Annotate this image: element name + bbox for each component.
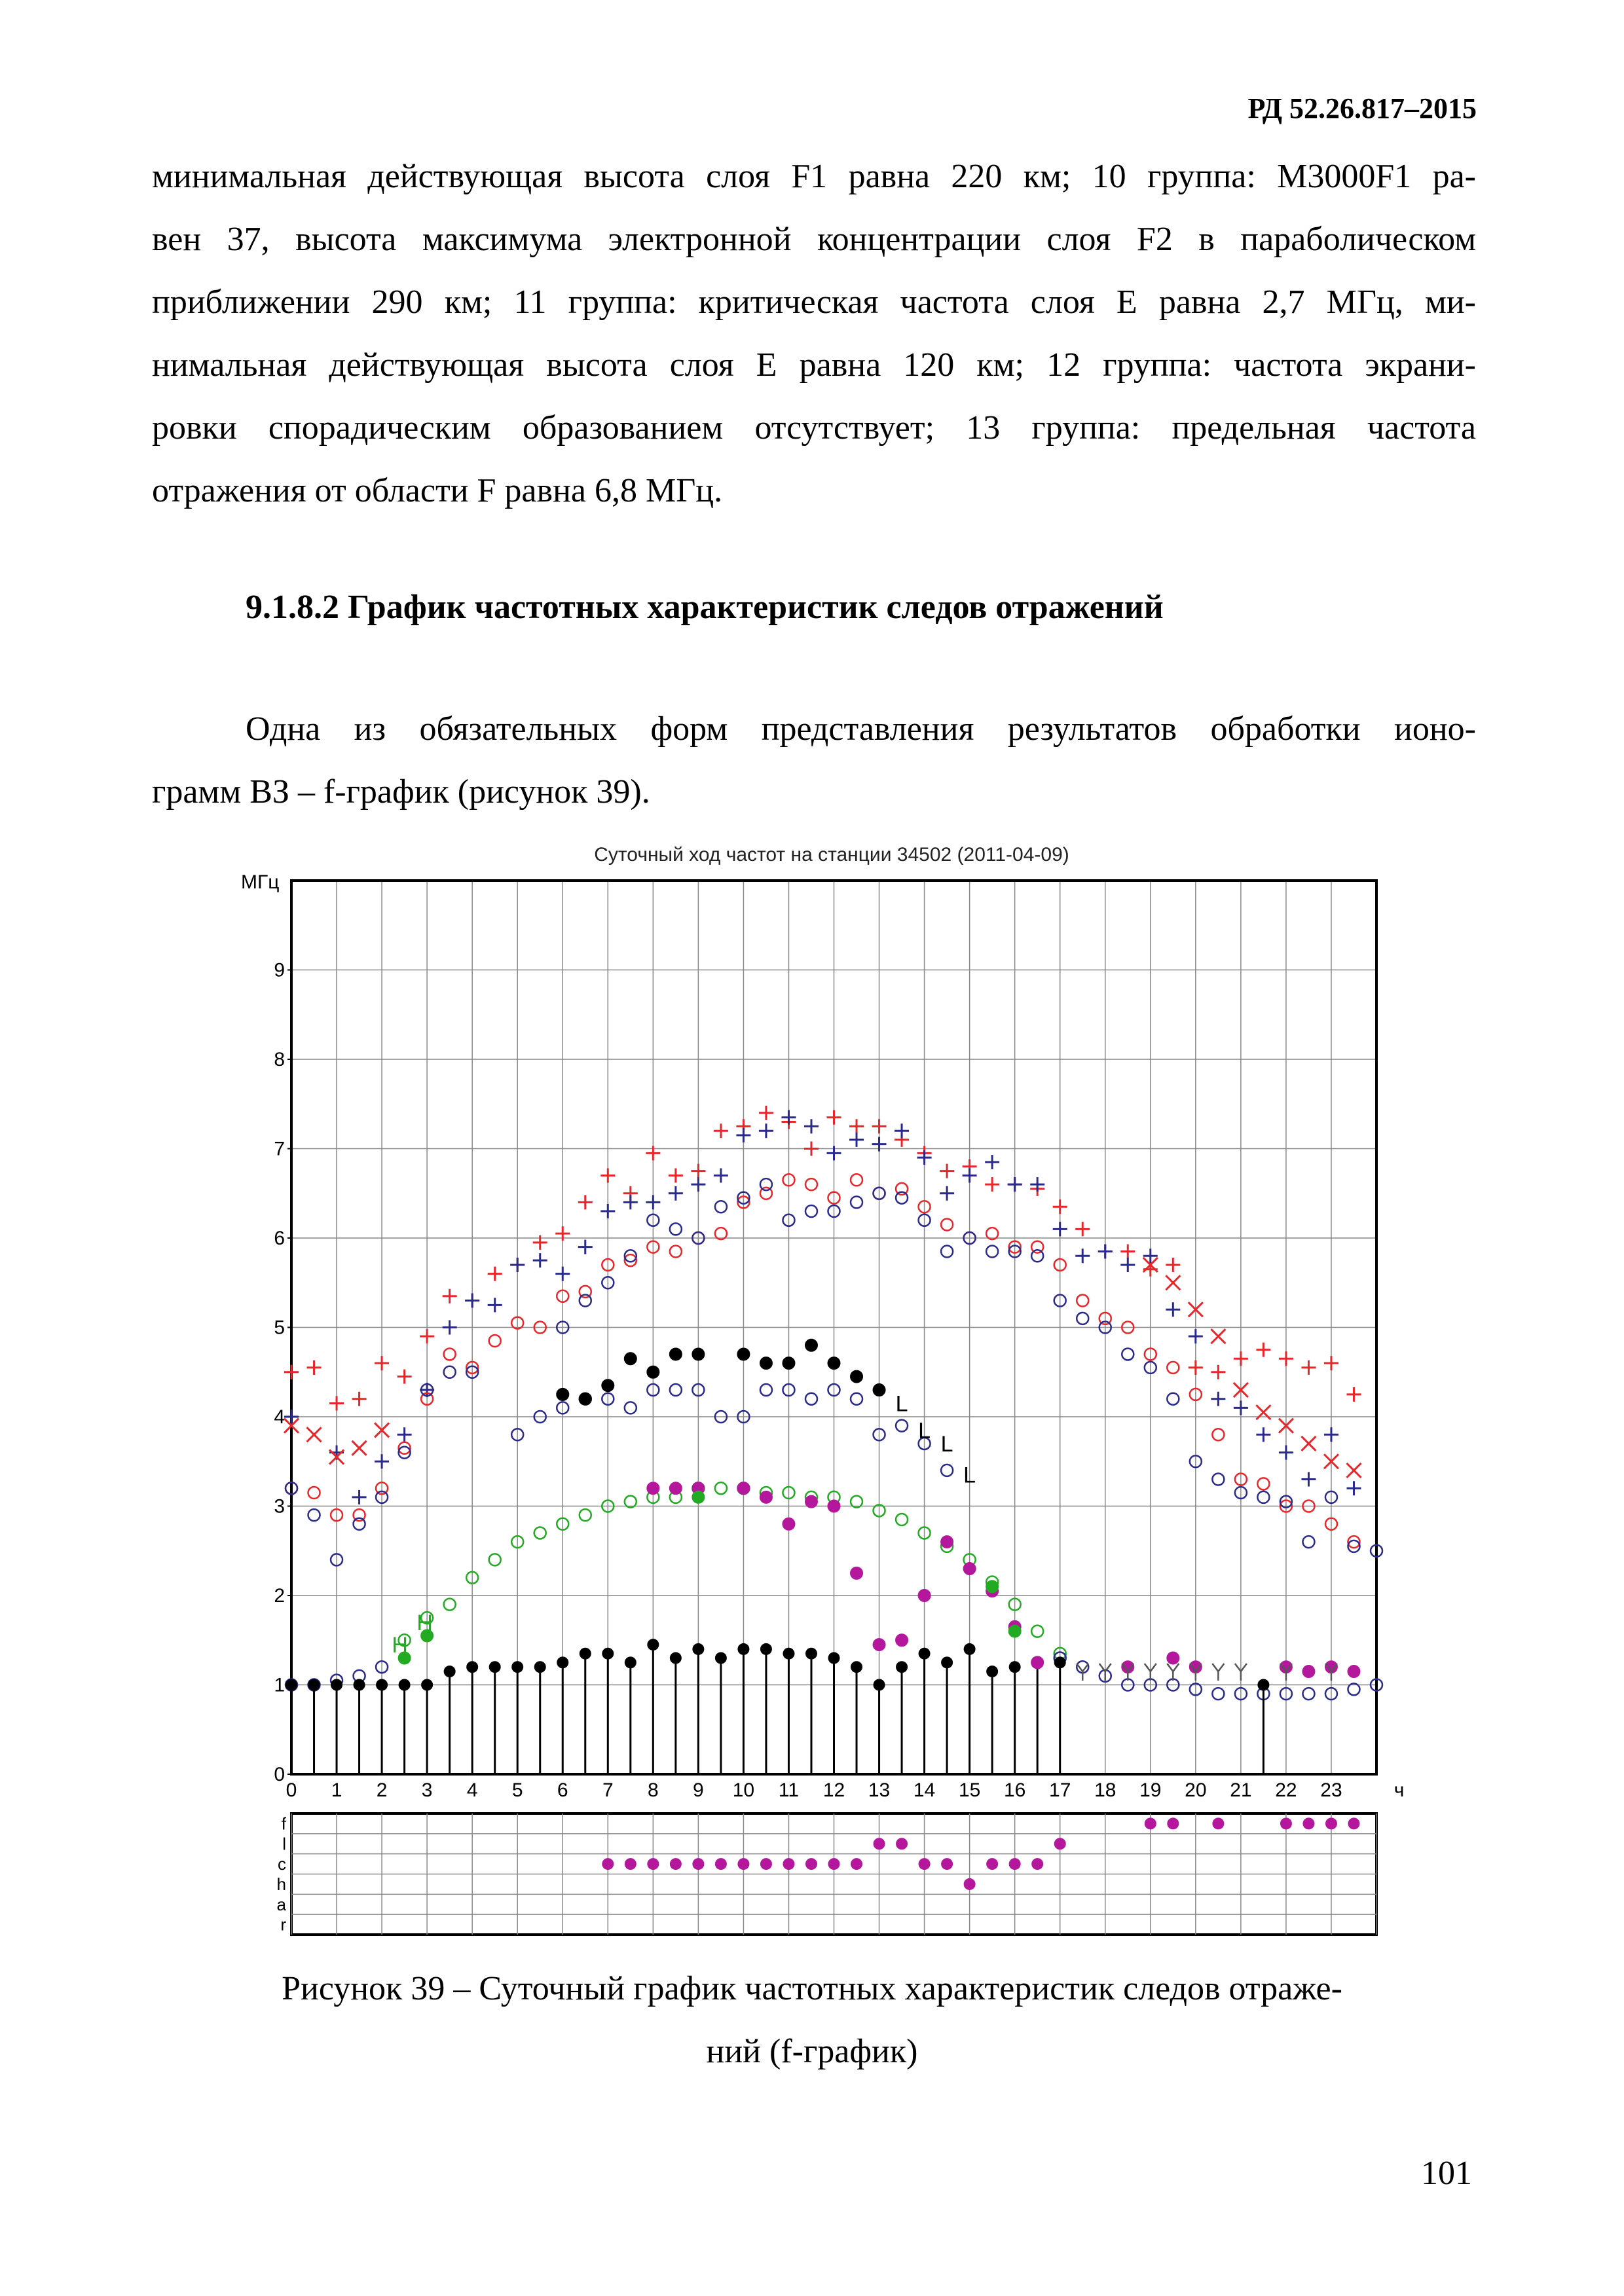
flag-dot (828, 1858, 840, 1870)
stem-dot (1257, 1679, 1269, 1691)
plus-marker (1301, 1472, 1316, 1487)
circle-marker (1167, 1362, 1179, 1374)
plus-marker (646, 1195, 660, 1209)
x-tick-label: 3 (421, 1779, 433, 1801)
dot-marker (737, 1348, 749, 1360)
plus-marker (1279, 1446, 1293, 1460)
y-shaped-marker (1167, 1664, 1179, 1681)
plus-marker (533, 1235, 547, 1250)
page-header: РД 52.26.817–2015 (1247, 92, 1477, 124)
stem-dot (331, 1679, 342, 1691)
y-tick-label: 9 (274, 959, 285, 981)
circle-marker (1031, 1250, 1043, 1262)
flag-row-label: l (282, 1834, 286, 1854)
circle-marker (444, 1366, 456, 1378)
dot-marker (602, 1379, 614, 1391)
plus-marker (1256, 1343, 1270, 1357)
stem-dot (354, 1679, 365, 1691)
plus-marker (375, 1454, 389, 1468)
plus-marker (578, 1195, 593, 1209)
dot-marker (1348, 1666, 1359, 1677)
plus-marker (1166, 1258, 1180, 1272)
plus-marker (600, 1168, 615, 1182)
plus-marker (555, 1226, 570, 1241)
plus-marker (375, 1356, 389, 1370)
x-tick-label: 14 (913, 1779, 936, 1801)
plus-marker (397, 1427, 412, 1442)
dot-marker (1009, 1626, 1021, 1637)
stem-dot (489, 1661, 501, 1673)
flag-dot (1145, 1817, 1156, 1829)
circle-marker (444, 1599, 456, 1611)
flag-dot (919, 1858, 931, 1870)
circle-marker (489, 1335, 501, 1347)
cross-marker (1256, 1405, 1270, 1419)
circle-marker (986, 1245, 998, 1257)
circle-marker (580, 1295, 591, 1307)
dot-marker (692, 1348, 704, 1360)
circle-marker (941, 1465, 953, 1476)
circle-marker (805, 1393, 817, 1405)
dot-marker (851, 1567, 862, 1579)
stem-dot (851, 1661, 862, 1673)
x-tick-label: 20 (1185, 1779, 1207, 1801)
plus-marker (849, 1119, 864, 1133)
flag-row-label: r (280, 1914, 286, 1935)
plus-marker (1120, 1244, 1135, 1258)
body-paragraph (152, 698, 1476, 761)
stem-dot (580, 1648, 591, 1660)
plus-marker (1256, 1427, 1270, 1442)
x-tick-label: 2 (376, 1779, 388, 1801)
intro-line: минимальная действующая высота слоя F1 равна 220 км; 10 группа: M3000F1 ра- (152, 158, 1476, 195)
plus-marker (284, 1365, 299, 1379)
x-tick-label: 22 (1275, 1779, 1297, 1801)
stem-dot (1009, 1661, 1021, 1673)
plus-marker (827, 1146, 841, 1160)
x-tick-label: 1 (331, 1779, 342, 1801)
point-letter-label: L (940, 1431, 953, 1457)
x-tick-label: 10 (732, 1779, 755, 1801)
circle-marker (715, 1482, 727, 1494)
plus-marker (1189, 1329, 1203, 1343)
circle-marker (670, 1384, 682, 1396)
dot-marker (760, 1357, 772, 1369)
figure-caption-line2: ний (f-график) (706, 2033, 918, 2070)
circle-marker (354, 1518, 365, 1530)
circle-marker (805, 1178, 817, 1190)
circle-marker (670, 1245, 682, 1257)
stem-dot (376, 1679, 388, 1691)
y-tick-label: 3 (274, 1495, 285, 1518)
plus-marker (397, 1370, 412, 1384)
stem-dot (602, 1648, 614, 1660)
plus-marker (669, 1168, 683, 1182)
stem-dot (896, 1661, 908, 1673)
plus-marker (420, 1329, 434, 1343)
body-line: Одна из обязательных форм представления результатов обработки ионо- (246, 710, 1476, 748)
flag-dot (1280, 1817, 1292, 1829)
y-tick-label: 0 (274, 1764, 285, 1785)
circle-marker (1167, 1393, 1179, 1405)
plus-marker (985, 1155, 999, 1169)
dot-marker (805, 1339, 817, 1351)
f-graph-chart (241, 828, 1405, 1948)
cross-marker (1211, 1329, 1225, 1343)
dot-marker (737, 1482, 749, 1494)
plus-marker (1346, 1481, 1361, 1495)
plus-marker (940, 1164, 954, 1178)
flag-dot (941, 1858, 953, 1870)
circle-marker (760, 1178, 772, 1190)
flag-dot (986, 1858, 998, 1870)
flag-dot (670, 1858, 682, 1870)
dot-marker (896, 1634, 908, 1646)
plus-marker (1166, 1302, 1180, 1317)
body-last-line (152, 761, 1476, 824)
x-axis-unit: ч (1393, 1779, 1405, 1801)
dot-marker (647, 1482, 659, 1494)
circle-marker (580, 1509, 591, 1521)
flag-dot (760, 1858, 772, 1870)
cross-marker (1301, 1436, 1316, 1451)
plus-marker (352, 1490, 367, 1504)
flag-dot (896, 1838, 908, 1850)
x-tick-label: 17 (1049, 1779, 1071, 1801)
dot-marker (874, 1384, 885, 1396)
dot-marker (919, 1590, 931, 1601)
plus-marker (691, 1164, 705, 1178)
plus-marker (1211, 1392, 1225, 1406)
circle-marker (625, 1402, 637, 1413)
plus-marker (1053, 1222, 1067, 1236)
plus-marker (600, 1204, 615, 1218)
circle-marker (308, 1487, 320, 1499)
dot-marker (986, 1580, 998, 1592)
y-tick-label: 4 (274, 1406, 285, 1428)
flag-row-label: f (281, 1813, 286, 1834)
plus-marker (1324, 1427, 1338, 1442)
dot-marker (783, 1357, 794, 1369)
plus-marker (985, 1177, 999, 1192)
cross-marker (1166, 1275, 1180, 1290)
stem-dot (670, 1652, 682, 1664)
x-tick-label: 4 (466, 1779, 478, 1801)
plus-marker (533, 1253, 547, 1267)
stem-dot (715, 1652, 727, 1664)
stem-dot (286, 1679, 297, 1691)
flag-dot (783, 1858, 794, 1870)
circle-marker (941, 1245, 953, 1257)
plus-marker (1098, 1244, 1113, 1258)
dot-marker (1167, 1652, 1179, 1664)
plus-marker (1053, 1199, 1067, 1214)
circle-marker (896, 1420, 908, 1432)
flag-row-label: c (278, 1854, 286, 1874)
stem-dot (760, 1643, 772, 1655)
stem-dot (805, 1648, 817, 1660)
circle-marker (1257, 1491, 1269, 1503)
plus-marker (1075, 1248, 1090, 1263)
stem-dot (964, 1643, 976, 1655)
stem-dot (986, 1666, 998, 1677)
plus-marker (1234, 1400, 1248, 1415)
flag-dot (1009, 1858, 1021, 1870)
intro-paragraph (152, 145, 1476, 460)
flag-dot (1167, 1817, 1179, 1829)
flag-row-label: h (276, 1874, 286, 1894)
plus-marker (759, 1123, 773, 1138)
dot-marker (805, 1496, 817, 1508)
y-tick-label: 1 (274, 1674, 285, 1696)
figure-caption-line1: Рисунок 39 – Суточный график частотных характеристик следов отраже- (282, 1970, 1342, 2007)
x-tick-label: 23 (1320, 1779, 1342, 1801)
y-tick-label: 7 (274, 1138, 285, 1160)
flag-dot (715, 1858, 727, 1870)
flag-dot (602, 1858, 614, 1870)
circle-marker (534, 1527, 546, 1539)
point-letter-label: H (392, 1633, 408, 1658)
dot-marker (941, 1536, 953, 1548)
point-letter-label: L (918, 1418, 931, 1444)
plus-marker (872, 1119, 887, 1133)
dot-marker (625, 1353, 637, 1364)
stem-dot (874, 1679, 885, 1691)
plus-marker (1301, 1360, 1316, 1375)
dot-marker (783, 1518, 794, 1530)
point-letter-label: L (963, 1463, 976, 1488)
circle-marker (444, 1348, 456, 1360)
plus-marker (1234, 1351, 1248, 1366)
dot-marker (692, 1491, 704, 1503)
dot-marker (557, 1389, 568, 1400)
x-tick-label: 16 (1003, 1779, 1026, 1801)
flag-dot (805, 1858, 817, 1870)
circle-marker (1212, 1688, 1224, 1700)
circle-marker (941, 1219, 953, 1231)
plus-marker (849, 1133, 864, 1147)
plus-marker (646, 1146, 660, 1160)
y-tick-label: 6 (274, 1228, 285, 1249)
plus-marker (714, 1168, 728, 1182)
plus-marker (736, 1128, 750, 1142)
x-tick-label: 9 (693, 1779, 704, 1801)
chart-title: Суточный ход частот на станции 34502 (2011-04-09) (594, 844, 1069, 866)
circle-marker (851, 1174, 862, 1186)
circle-marker (1122, 1348, 1134, 1360)
dot-marker (851, 1371, 862, 1383)
circle-marker (1257, 1478, 1269, 1489)
stem-dot (941, 1656, 953, 1668)
circle-marker (489, 1554, 501, 1565)
dot-marker (760, 1491, 772, 1503)
plus-marker (669, 1186, 683, 1201)
plus-marker (827, 1110, 841, 1125)
circle-marker (805, 1205, 817, 1217)
plus-marker (329, 1396, 344, 1411)
circle-marker (670, 1223, 682, 1235)
x-tick-label: 21 (1230, 1779, 1252, 1801)
intro-line: нимальная действующая высота слоя E равна 120 км; 12 группа: частота экрани- (152, 346, 1476, 384)
stem-dot (828, 1652, 840, 1664)
x-tick-label: 0 (286, 1779, 297, 1801)
x-tick-label: 8 (647, 1779, 659, 1801)
plus-marker (1211, 1365, 1225, 1379)
flag-dot (1031, 1858, 1043, 1870)
flag-dot (1054, 1838, 1066, 1850)
intro-line: вен 37, высота максимума электронной концентрации слоя F2 в параболическом (152, 221, 1476, 258)
intro-line: приближении 290 км; 11 группа: критическая частота слоя E равна 2,7 МГц, ми- (152, 283, 1476, 321)
plus-marker (555, 1267, 570, 1281)
plus-marker (1075, 1222, 1090, 1236)
plus-marker (691, 1177, 705, 1192)
x-tick-label: 5 (511, 1779, 523, 1801)
circle-marker (1212, 1429, 1224, 1440)
stem-dot (511, 1661, 523, 1673)
plus-marker (307, 1360, 322, 1375)
plus-marker (940, 1186, 954, 1201)
circle-marker (760, 1384, 772, 1396)
circle-marker (1077, 1295, 1088, 1307)
flag-dot (964, 1878, 976, 1890)
stem-dot (1054, 1656, 1066, 1668)
circle-marker (715, 1201, 727, 1212)
plus-marker (578, 1240, 593, 1254)
plus-marker (510, 1258, 525, 1272)
flag-dot (647, 1858, 659, 1870)
flag-dot (1325, 1817, 1337, 1829)
circle-marker (1302, 1688, 1314, 1700)
stem-dot (647, 1639, 659, 1650)
plus-marker (1279, 1351, 1293, 1366)
plus-marker (804, 1119, 819, 1133)
intro-last-line (152, 460, 1476, 522)
y-tick-label: 5 (274, 1317, 285, 1339)
plus-marker (804, 1142, 819, 1156)
x-tick-label: 19 (1139, 1779, 1162, 1801)
flag-dot (851, 1858, 862, 1870)
section-heading: 9.1.8.2 График частотных характеристик следов отражений (246, 589, 1164, 626)
plus-marker (443, 1289, 457, 1303)
stem-dot (308, 1679, 320, 1691)
plus-marker (488, 1267, 502, 1281)
stem-dot (557, 1656, 568, 1668)
x-tick-label: 13 (868, 1779, 891, 1801)
x-tick-label: 11 (778, 1779, 800, 1801)
page-number: 101 (1421, 2155, 1472, 2192)
circle-marker (1302, 1536, 1314, 1548)
circle-marker (1077, 1313, 1088, 1324)
stem-dot (421, 1679, 433, 1691)
flag-dot (737, 1858, 749, 1870)
dot-marker (964, 1563, 976, 1575)
flag-dot (625, 1858, 637, 1870)
x-tick-label: 12 (822, 1779, 845, 1801)
stem-dot (399, 1679, 411, 1691)
intro-line: ровки спорадическим образованием отсутствует; 13 группа: предельная частота (152, 409, 1476, 446)
x-tick-label: 7 (602, 1779, 614, 1801)
dot-marker (828, 1357, 840, 1369)
plus-marker (465, 1294, 479, 1308)
y-axis-label: МГц (241, 871, 280, 893)
flag-dot (1348, 1817, 1359, 1829)
flag-dot (692, 1858, 704, 1870)
dot-marker (580, 1393, 591, 1405)
dot-marker (1031, 1656, 1043, 1668)
y-tick-label: 8 (274, 1049, 285, 1070)
plus-marker (1120, 1258, 1135, 1272)
circle-marker (896, 1192, 908, 1204)
plus-marker (443, 1321, 457, 1335)
stem-dot (692, 1643, 704, 1655)
stem-dot (466, 1661, 478, 1673)
point-letter-label: L (895, 1391, 908, 1417)
intro-line: отражения от области F равна 6,8 МГц. (152, 472, 723, 509)
dot-marker (828, 1501, 840, 1512)
circle-marker (851, 1393, 862, 1405)
stem-dot (444, 1666, 456, 1677)
plus-marker (1346, 1387, 1361, 1402)
stem-dot (919, 1648, 931, 1660)
stem-dot (625, 1656, 637, 1668)
body-line: грамм ВЗ – f-график (рисунок 39). (152, 773, 650, 811)
plus-marker (1189, 1360, 1203, 1375)
cross-marker (352, 1441, 367, 1455)
circle-marker (896, 1514, 908, 1525)
stem-dot (534, 1661, 546, 1673)
plus-marker (872, 1137, 887, 1152)
plus-marker (963, 1168, 977, 1182)
circle-marker (308, 1509, 320, 1521)
y-tick-label: 2 (274, 1585, 285, 1607)
flag-dot (874, 1838, 885, 1850)
dot-marker (1302, 1666, 1314, 1677)
flag-row-label: a (276, 1894, 286, 1914)
flag-dot (1212, 1817, 1224, 1829)
dot-marker (874, 1639, 885, 1650)
plus-marker (714, 1123, 728, 1138)
flag-dot (1302, 1817, 1314, 1829)
circle-marker (851, 1196, 862, 1208)
cross-marker (307, 1427, 322, 1442)
plus-marker (488, 1298, 502, 1312)
plus-marker (352, 1392, 367, 1406)
plus-marker (1008, 1177, 1022, 1192)
stem-dot (783, 1648, 794, 1660)
plus-marker (759, 1106, 773, 1120)
x-tick-label: 18 (1094, 1779, 1116, 1801)
x-tick-label: 15 (958, 1779, 981, 1801)
plus-marker (623, 1195, 638, 1209)
x-tick-label: 6 (557, 1779, 568, 1801)
cross-marker (1346, 1463, 1361, 1478)
circle-marker (1031, 1626, 1043, 1637)
y-shaped-marker (1212, 1664, 1224, 1681)
plus-marker (895, 1123, 909, 1138)
point-letter-label: H (416, 1610, 433, 1635)
dot-marker (670, 1482, 682, 1494)
circle-marker (1212, 1474, 1224, 1485)
stem-dot (737, 1643, 749, 1655)
dot-marker (647, 1366, 659, 1378)
dot-marker (670, 1348, 682, 1360)
plus-marker (1324, 1356, 1338, 1370)
